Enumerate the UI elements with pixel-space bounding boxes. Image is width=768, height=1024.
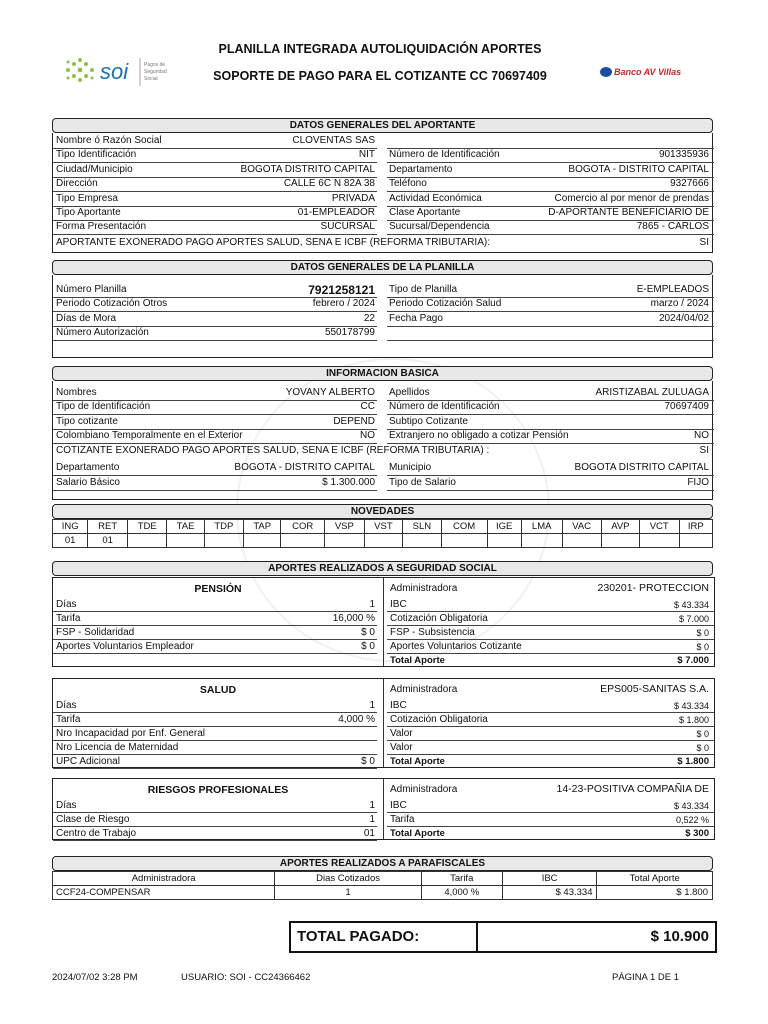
salud-admin-label: Administradora	[390, 684, 458, 695]
pension-right-value: $ 7.000	[678, 614, 709, 624]
salud-title: SALUD	[199, 684, 237, 696]
aportante-row	[53, 192, 714, 206]
basica2-underline	[53, 490, 377, 491]
aportante-exonerado-label: APORTANTE EXONERADO PAGO APORTES SALUD, SENA E ICBF (REFORMA TRIBUTARIA):	[56, 237, 490, 248]
novedad-value	[403, 534, 442, 548]
basica-label: Número de Identificación	[389, 401, 500, 413]
planilla-body	[52, 275, 713, 358]
novedad-value	[601, 534, 639, 548]
aportante-row	[53, 206, 714, 220]
parafiscal-header: Administradora	[53, 872, 275, 886]
riesgos-left-value: 1	[369, 800, 375, 811]
aportante-label: Tipo Aportante	[56, 207, 121, 218]
novedad-value	[281, 534, 325, 548]
parafiscales-section-title: APORTES REALIZADOS A PARAFISCALES	[52, 856, 713, 871]
cotizante-exonerado-label: COTIZANTE EXONERADO PAGO APORTES SALUD, SENA E ICBF (REFORMA TRIBUTARIA) :	[56, 445, 490, 456]
basica2-underline	[387, 490, 714, 491]
aportante-label: Actividad Económica	[389, 192, 482, 204]
basica-row	[53, 415, 714, 429]
pension-left-value: 1	[369, 599, 375, 610]
document-title: PLANILLA INTEGRADA AUTOLIQUIDACIÓN APORTES	[218, 42, 542, 56]
novedades-section	[52, 504, 713, 548]
pension-underline	[53, 653, 377, 654]
novedad-value: 01	[53, 534, 88, 548]
parafiscal-header: Dias Cotizados	[275, 872, 421, 886]
parafiscal-cell: CCF24-COMPENSAR	[53, 886, 275, 900]
novedad-header: IRP	[679, 520, 713, 534]
basica-label: Apellidos	[389, 387, 430, 398]
aportante-value: BOGOTA - DISTRITO CAPITAL	[568, 163, 709, 175]
pension-admin-value: 230201- PROTECCION	[597, 582, 709, 594]
planilla-label: Número Autorización	[56, 327, 149, 339]
novedad-value	[562, 534, 601, 548]
basica-label: Tipo de Identificación	[56, 401, 151, 413]
riesgos-divider	[383, 779, 384, 839]
parafiscales-section	[52, 856, 713, 900]
aportante-label: Sucursal/Dependencia	[389, 221, 490, 233]
svg-text:Social: Social	[144, 76, 158, 82]
pension-right-label: FSP - Subsistencia	[390, 627, 475, 638]
novedad-value	[204, 534, 244, 548]
novedades-value-row	[53, 534, 713, 548]
novedad-value	[679, 534, 713, 548]
aportante-value: 01-EMPLEADOR	[297, 207, 375, 218]
basica-value: 70697409	[664, 401, 709, 413]
bank-logo	[598, 62, 698, 82]
pension-left-label: FSP - Solidaridad	[56, 627, 135, 638]
novedad-header: IGE	[487, 520, 521, 534]
salud-left-value: 1	[369, 700, 375, 711]
salud-divider	[383, 679, 384, 767]
planilla-row	[53, 326, 714, 340]
salud-underline	[53, 768, 377, 769]
planilla-underline	[53, 340, 377, 341]
novedad-header: COM	[441, 520, 487, 534]
aportante-section-title: DATOS GENERALES DEL APORTANTE	[52, 118, 713, 133]
basica-value: ARISTIZABAL ZULUAGA	[595, 387, 709, 398]
aportante-label: Tipo Identificación	[56, 149, 137, 161]
total-label: TOTAL PAGADO:	[297, 928, 420, 945]
aportante-value: CLOVENTAS SAS	[292, 135, 375, 146]
riesgos-right-label: Tarifa	[390, 814, 415, 825]
aportante-value: D-APORTANTE BENEFICIARIO DE	[548, 207, 709, 218]
aportante-value: CALLE 6C N 82A 38	[283, 178, 375, 190]
planilla-value: marzo / 2024	[650, 298, 709, 310]
svg-text:Seguridad: Seguridad	[144, 69, 167, 75]
salud-right-label: Valor	[390, 742, 413, 753]
basica-row	[53, 429, 714, 443]
cotizante-exonerado-value: SI	[699, 445, 709, 456]
parafiscal-header: Tarifa	[421, 872, 502, 886]
pension-left-label: Días	[56, 599, 77, 610]
cotizante-exonerado-row	[53, 444, 714, 458]
basica2-value: $ 1.300.000	[322, 477, 375, 488]
basica-label: Colombiano Temporalmente en el Exterior	[56, 430, 243, 442]
planilla-value: E-EMPLEADOS	[636, 284, 709, 295]
salud-right-label: IBC	[390, 700, 407, 711]
planilla-label: Fecha Pago	[389, 312, 443, 324]
parafiscales-header-row	[53, 872, 713, 886]
basica-label: Subtipo Cotizante	[389, 415, 468, 427]
planilla-label: Periodo Cotización Otros	[56, 298, 168, 310]
basica2-label: Tipo de Salario	[389, 477, 456, 488]
riesgos-admin-label: Administradora	[390, 784, 458, 795]
riesgos-title: RIESGOS PROFESIONALES	[147, 784, 289, 796]
pension-left-value: $ 0	[361, 641, 375, 652]
pension-right-value: $ 43.334	[673, 600, 709, 610]
salud-right-value: $ 0	[696, 729, 709, 739]
pension-right-value: $ 0	[696, 628, 709, 638]
riesgos-left-label: Días	[56, 800, 77, 811]
parafiscal-header: IBC	[502, 872, 597, 886]
planilla-label: Tipo de Planilla	[389, 284, 458, 295]
novedades-table	[52, 519, 713, 548]
basica2-row	[53, 461, 714, 475]
aportante-row	[53, 177, 714, 191]
aportante-row	[53, 220, 714, 234]
salud-left-value: 4,000 %	[338, 714, 375, 725]
basica-section-title: INFORMACION BASICA	[52, 366, 713, 381]
total-value: $ 10.900	[650, 928, 709, 945]
novedad-header: SLN	[403, 520, 442, 534]
novedad-header: TDP	[204, 520, 244, 534]
footer-pagina: PÁGINA 1 DE 1	[612, 972, 680, 983]
aportante-row	[53, 163, 714, 177]
novedad-value	[487, 534, 521, 548]
aportante-label: Tipo Empresa	[56, 192, 118, 204]
aportante-label: Clase Aportante	[389, 207, 461, 218]
planilla-label: Periodo Cotización Salud	[389, 298, 502, 310]
novedad-value	[244, 534, 281, 548]
salud-left-label: Días	[56, 700, 77, 711]
pension-left-label: Aportes Voluntarios Empleador	[56, 641, 194, 652]
pension-right-label: IBC	[390, 599, 407, 610]
novedad-value: 01	[88, 534, 128, 548]
novedad-value	[325, 534, 365, 548]
basica2-value: BOGOTA - DISTRITO CAPITAL	[234, 462, 375, 473]
aportante-value: BOGOTA DISTRITO CAPITAL	[240, 163, 375, 175]
basica-body	[52, 381, 713, 500]
novedad-header: VCT	[639, 520, 679, 534]
aportante-label: Departamento	[389, 163, 453, 175]
soi-logo-text: soi	[100, 59, 129, 84]
basica-row	[53, 400, 714, 414]
planilla-row	[53, 312, 714, 326]
aportante-value: Comercio al por menor de prendas	[554, 192, 709, 204]
novedad-header: VAC	[562, 520, 601, 534]
basica-label: Extranjero no obligado a cotizar Pensión	[389, 430, 569, 442]
novedad-header: TAP	[244, 520, 281, 534]
parafiscales-table	[52, 871, 713, 900]
pension-divider	[383, 578, 384, 666]
pension-right-label: Cotización Obligatoria	[390, 613, 488, 624]
salud-admin-value: EPS005-SANITAS S.A.	[600, 683, 709, 695]
novedad-header: TDE	[127, 520, 167, 534]
basica-value: NO	[360, 430, 375, 442]
planilla-value: febrero / 2024	[312, 298, 375, 310]
aportante-exonerado-value: SI	[699, 237, 709, 248]
novedad-value	[639, 534, 679, 548]
salud-right-value: $ 43.334	[673, 701, 709, 711]
basica-section	[52, 366, 713, 500]
basica-value: CC	[360, 401, 375, 413]
footer-usuario: USUARIO: SOI - CC24366462	[181, 972, 311, 983]
novedad-value	[364, 534, 403, 548]
aportante-value: 901335936	[658, 149, 709, 161]
aportante-value: NIT	[358, 149, 375, 161]
novedad-value	[167, 534, 204, 548]
pension-total-label: Total Aporte	[390, 655, 445, 666]
basica2-label: Salario Básico	[56, 477, 120, 488]
planilla-section	[52, 260, 713, 358]
parafiscal-cell: 4,000 %	[421, 886, 502, 900]
planilla-value: 7921258121	[308, 283, 375, 297]
salud-total-value: $ 1.800	[677, 756, 709, 767]
aportante-body	[52, 133, 713, 253]
salud-right-value: $ 1.800	[678, 715, 709, 725]
aportante-value: 9327666	[670, 178, 709, 190]
aportante-label: Nombre ó Razón Social	[56, 135, 162, 146]
salud-left-value: $ 0	[361, 756, 375, 767]
aportante-row	[53, 148, 714, 162]
salud-right-value: $ 0	[696, 743, 709, 753]
novedad-header: AVP	[601, 520, 639, 534]
salud-left-label: Tarifa	[56, 714, 81, 725]
basica2-label: Municipio	[389, 462, 432, 473]
aportante-label: Teléfono	[389, 178, 427, 190]
riesgos-right-value: 0,522 %	[675, 815, 709, 825]
planilla-value: 550178799	[324, 327, 375, 339]
parafiscal-cell: $ 1.800	[597, 886, 713, 900]
pension-right-label: Aportes Voluntarios Cotizante	[390, 641, 522, 652]
aportante-exonerado-row	[53, 236, 714, 250]
riesgos-right-value: $ 43.334	[673, 801, 709, 811]
pension-admin-label: Administradora	[390, 583, 458, 594]
seguridad-section	[52, 561, 713, 576]
footer-datetime: 2024/07/02 3:28 PM	[52, 972, 138, 983]
salud-right-label: Valor	[390, 728, 413, 739]
riesgos-left-label: Clase de Riesgo	[56, 814, 130, 825]
pension-box	[52, 577, 715, 667]
riesgos-left-value: 1	[369, 814, 375, 825]
pension-left-value: 16,000 %	[332, 613, 375, 624]
salud-left-label: Nro Incapacidad por Enf. General	[56, 728, 205, 739]
planilla-label: Días de Mora	[56, 312, 117, 324]
aportante-label: Ciudad/Municipio	[56, 163, 133, 175]
pension-right-value: $ 0	[696, 642, 709, 652]
basica2-value: FIJO	[687, 477, 709, 488]
basica2-row	[53, 476, 714, 490]
novedades-section-title: NOVEDADES	[52, 504, 713, 519]
planilla-value: 2024/04/02	[658, 312, 709, 324]
planilla-underline	[387, 340, 714, 341]
riesgos-admin-value: 14-23-POSITIVA COMPAÑIA DE	[556, 783, 709, 795]
basica2-value: BOGOTA DISTRITO CAPITAL	[574, 462, 709, 473]
novedad-header: VSP	[325, 520, 365, 534]
novedad-value	[521, 534, 562, 548]
planilla-section-title: DATOS GENERALES DE LA PLANILLA	[52, 260, 713, 275]
basica-value: DEPEND	[333, 415, 375, 427]
pension-left-value: $ 0	[361, 627, 375, 638]
salud-left-label: UPC Adicional	[56, 756, 120, 767]
riesgos-total-label: Total Aporte	[390, 828, 445, 839]
basica-value: NO	[694, 430, 709, 442]
pension-left-label: Tarifa	[56, 613, 81, 624]
novedad-header: LMA	[521, 520, 562, 534]
salud-left-label: Nro Licencia de Maternidad	[56, 742, 179, 753]
riesgos-underline	[53, 840, 377, 841]
riesgos-total-value: $ 300	[685, 828, 709, 839]
aportante-row	[53, 134, 714, 148]
parafiscal-header: Total Aporte	[597, 872, 713, 886]
riesgos-box	[52, 778, 715, 840]
aportante-label: Número de Identificación	[389, 149, 500, 161]
riesgos-left-value: 01	[363, 828, 375, 839]
pension-title: PENSIÓN	[194, 583, 242, 595]
total-box	[289, 921, 717, 953]
planilla-label: Número Planilla	[56, 284, 127, 295]
novedad-header: VST	[364, 520, 403, 534]
parafiscal-cell: $ 43.334	[502, 886, 597, 900]
aportante-value: SUCURSAL	[320, 221, 375, 233]
svg-text:Pagos de: Pagos de	[144, 62, 166, 68]
seguridad-section-title: APORTES REALIZADOS A SEGURIDAD SOCIAL	[52, 561, 713, 576]
document-subtitle: SOPORTE DE PAGO PARA EL COTIZANTE CC 70697409	[213, 69, 547, 83]
bank-logo-text: Banco AV Villas	[614, 67, 682, 77]
aportante-value: 7865 - CARLOS	[636, 221, 709, 233]
basica-row	[53, 386, 714, 400]
basica2-label: Departamento	[56, 462, 120, 473]
novedad-value	[127, 534, 167, 548]
basica-label: Tipo cotizante	[56, 415, 118, 427]
novedad-value	[441, 534, 487, 548]
aportante-value: PRIVADA	[331, 192, 375, 204]
planilla-row	[53, 283, 714, 297]
novedad-header: ING	[53, 520, 88, 534]
planilla-row	[53, 297, 714, 311]
parafiscales-value-row	[53, 886, 713, 900]
riesgos-left-label: Centro de Trabajo	[56, 828, 137, 839]
salud-right-label: Cotización Obligatoria	[390, 714, 488, 725]
parafiscal-cell: 1	[275, 886, 421, 900]
basica-label: Nombres	[56, 387, 97, 398]
aportante-section	[52, 118, 713, 253]
novedad-header: TAE	[167, 520, 204, 534]
riesgos-right-label: IBC	[390, 800, 407, 811]
basica-value: YOVANY ALBERTO	[285, 387, 375, 398]
pension-total-value: $ 7.000	[677, 655, 709, 666]
salud-total-label: Total Aporte	[390, 756, 445, 767]
aportante-label: Forma Presentación	[56, 221, 147, 233]
salud-box	[52, 678, 715, 768]
novedad-header: RET	[88, 520, 128, 534]
novedad-header: COR	[281, 520, 325, 534]
aportante-label: Dirección	[56, 178, 98, 190]
novedades-header-row	[53, 520, 713, 534]
planilla-value: 22	[363, 312, 375, 324]
